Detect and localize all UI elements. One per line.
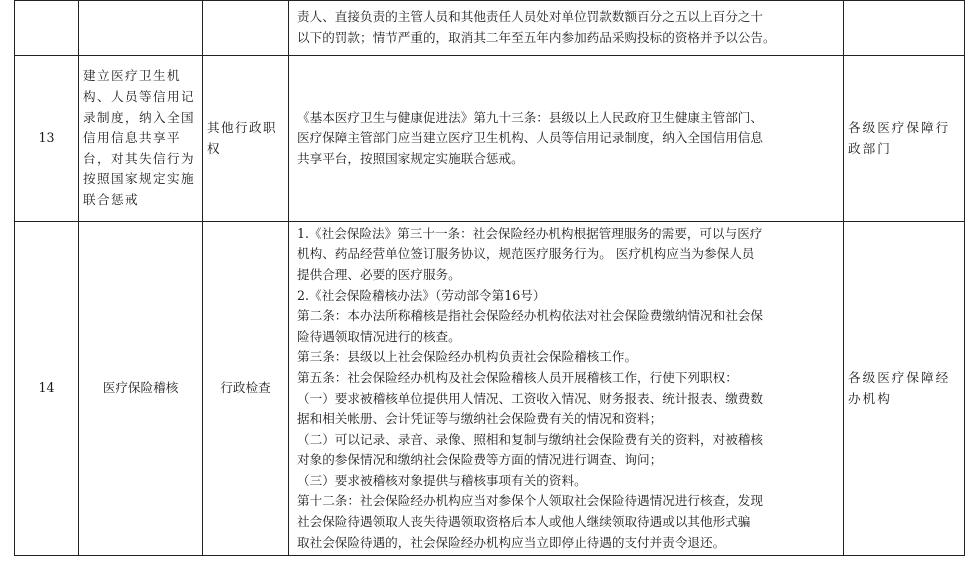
basis-line: （三）要求被稽核对象提供与稽核事项有关的资料。	[297, 472, 587, 488]
legal-basis-cell	[289, 1, 844, 56]
legal-basis-cell	[289, 56, 844, 222]
regulation-table	[14, 0, 965, 556]
basis-line: （二）可以记录、录音、录像、照相和复制与缴纳社会保险费有关的资料，对被稽核	[297, 431, 763, 447]
table-row	[15, 1, 965, 56]
power-type-cell	[203, 56, 289, 222]
table-row	[15, 222, 965, 556]
basis-line: 第五条：社会保险经办机构及社会保险稽核人员开展稽核工作，行使下列职权：	[297, 369, 738, 385]
department-cell	[844, 222, 965, 556]
legal-basis-cell	[289, 222, 844, 556]
basis-line: 第三条：县级以上社会保险经办机构负责社会保险稽核工作。	[297, 349, 638, 365]
basis-line: 医疗保障主管部门应当建立医疗卫生机构、人员等信用记录制度，纳入全国信用信息	[297, 130, 763, 146]
row-number-cell	[15, 1, 79, 56]
basis-line: 险待遇领取情况进行的核查。	[297, 328, 461, 344]
basis-line: 取社会保险待遇的，社会保险经办机构应当立即停止待遇的支付并责令退还。	[297, 534, 726, 550]
power-type-cell	[203, 1, 289, 56]
department-cell	[844, 1, 965, 56]
basis-line: 《基本医疗卫生与健康促进法》第九十三条：县级以上人民政府卫生健康主管部门、	[297, 109, 763, 125]
row-number-cell: 13	[15, 56, 79, 222]
department-cell	[844, 56, 965, 222]
basis-line: 共享平台，按照国家规定实施联合惩戒。	[297, 150, 524, 166]
item-name-cell	[79, 56, 203, 222]
basis-line: （一）要求被稽核单位提供用人情况、工资收入情况、财务报表、统计报表、缴费数	[297, 390, 763, 406]
row-number-cell: 14	[15, 222, 79, 556]
table-row	[15, 56, 965, 222]
basis-line: 社会保险待遇领取人丧失待遇领取资格后本人或他人继续领取待遇或以其他形式骗	[297, 514, 751, 530]
basis-line: 以下的罚款；情节严重的，取消其二年至五年内参加药品采购投标的资格并予以公告。	[297, 30, 776, 45]
power-type-text: 其他行政职权	[207, 119, 277, 156]
basis-line: 对象的参保情况和缴纳社会保险费等方面的情况进行调查、询问；	[297, 452, 663, 468]
basis-line: 提供合理、必要的医疗服务。	[297, 266, 461, 282]
basis-line: 第二条：本办法所称稽核是指社会保险经办机构依法对社会保险费缴纳情况和社会保	[297, 308, 763, 324]
department-text: 各级医疗保障行政部门	[848, 119, 951, 156]
basis-line: 2.《社会保险稽核办法》（劳动部令第16号）	[297, 287, 546, 303]
power-type-cell: 行政检查	[203, 222, 289, 556]
item-name-cell	[79, 1, 203, 56]
item-name-cell: 医疗保险稽核	[79, 222, 203, 556]
basis-line: 责人、直接负责的主管人员和其他责任人员处对单位罚款数额百分之五以上百分之十	[297, 9, 763, 25]
basis-line: 第十二条：社会保险经办机构应当对参保个人领取社会保险待遇情况进行核查，发现	[297, 493, 763, 509]
basis-line: 1.《社会保险法》第三十一条：社会保险经办机构根据管理服务的需要，可以与医疗	[297, 225, 763, 241]
basis-line: 据和相关帐册、会计凭证等与缴纳社会保险费有关的情况和资料；	[297, 411, 663, 427]
basis-line: 机构、药品经营单位签订服务协议，规范医疗服务行为。 医疗机构应当为参保人员	[297, 246, 755, 262]
department-text: 各级医疗保障经办机构	[848, 369, 951, 406]
item-name-text: 建立医疗卫生机构、人员等信用记录制度，纳入全国信用信息共享平台，对其失信行为按照国家规定实施联合惩戒	[83, 68, 195, 207]
